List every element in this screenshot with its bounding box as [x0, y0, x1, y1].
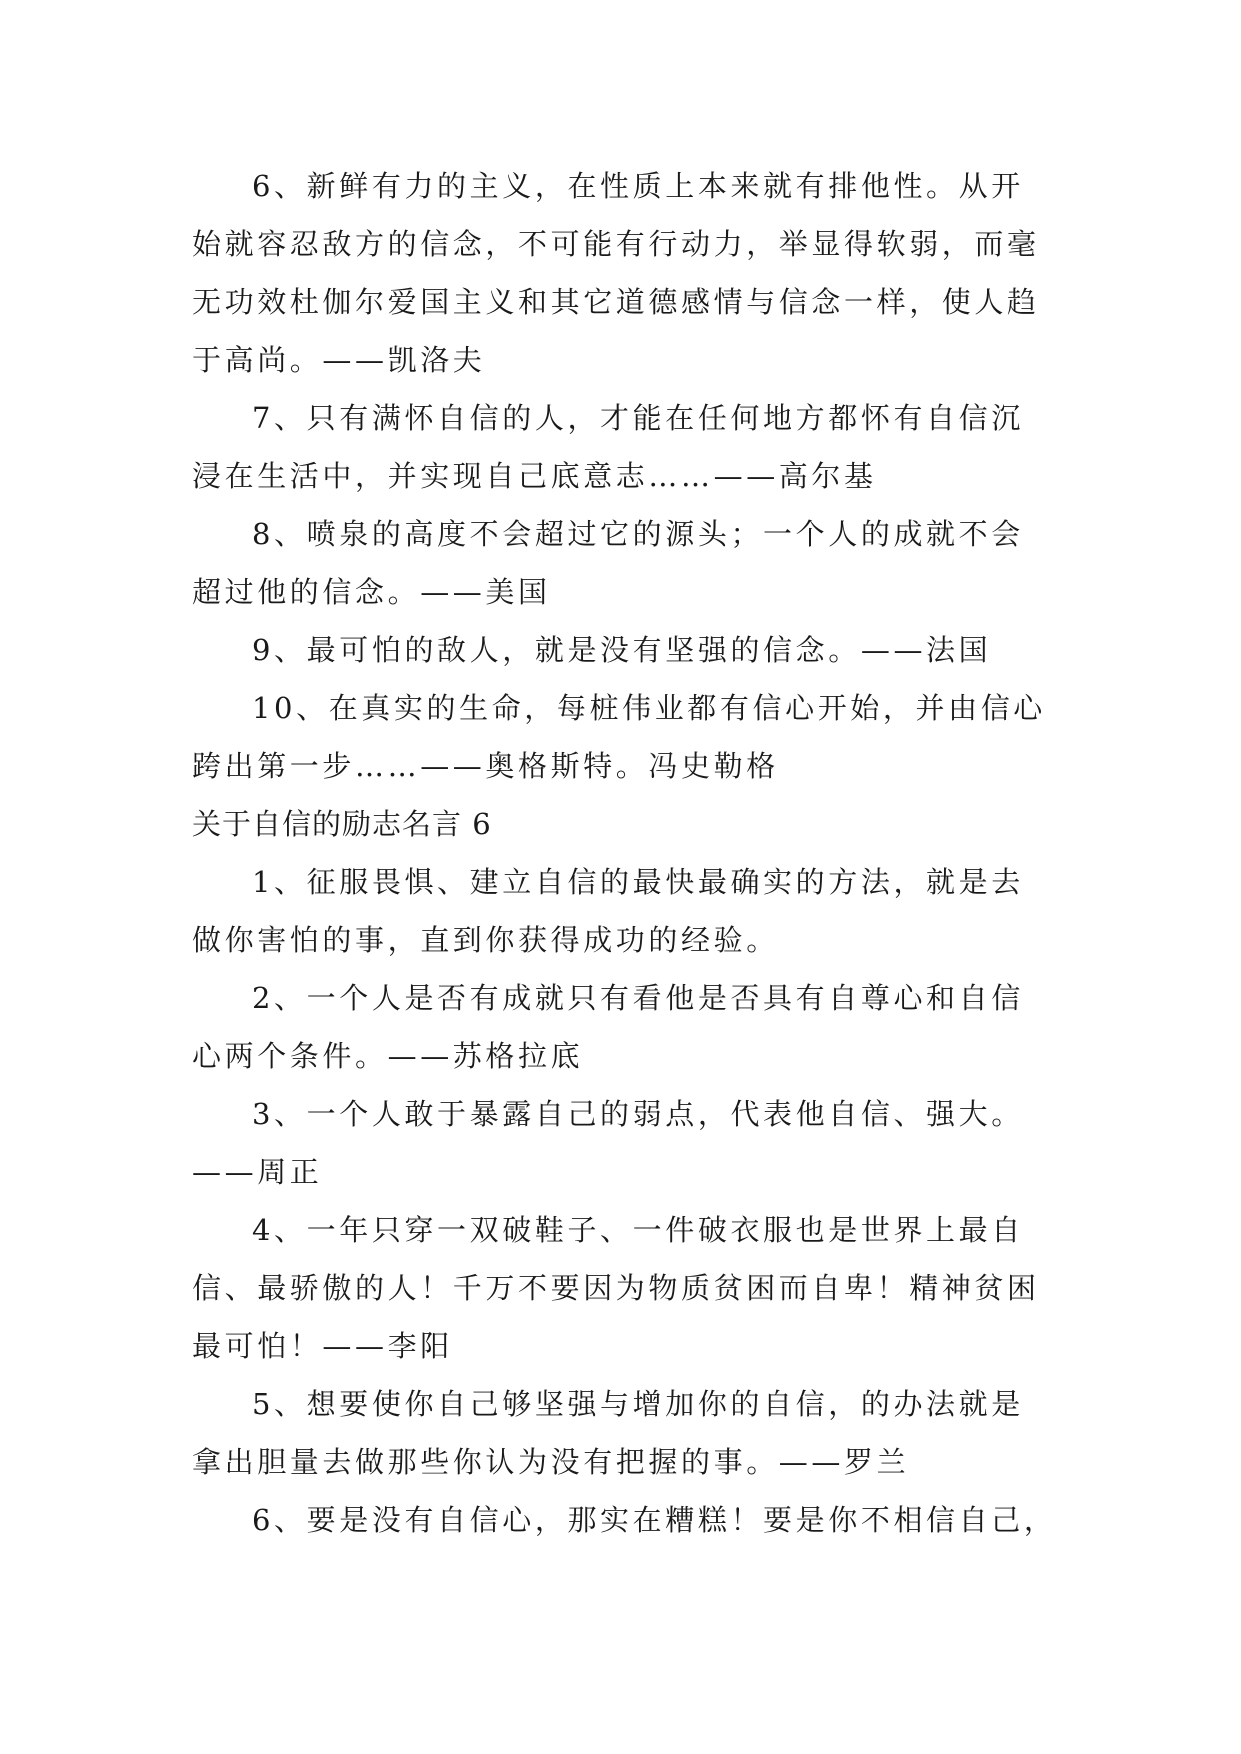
quote-7-line-1: 7、只有满怀自信的人，才能在任何地方都怀有自信沉 — [252, 401, 1024, 435]
quote-9-line-1: 9、最可怕的敌人，就是没有坚强的信念。——法国 — [252, 633, 992, 667]
s6-quote-2-line-2: 心两个条件。——苏格拉底 — [192, 1039, 584, 1073]
quote-6-line-1: 6、新鲜有力的主义，在性质上本来就有排他性。从开 — [252, 169, 1024, 203]
quote-10-line-1: 10、在真实的生命，每桩伟业都有信心开始，并由信心 — [252, 691, 1046, 725]
quote-6-line-2: 始就容忍敌方的信念，不可能有行动力，举显得软弱，而毫 — [192, 227, 1040, 261]
quote-6-line-4: 于高尚。——凯洛夫 — [192, 343, 486, 377]
s6-quote-1-line-1: 1、征服畏惧、建立自信的最快最确实的方法，就是去 — [252, 865, 1024, 899]
s6-quote-4-line-1: 4、一年只穿一双破鞋子、一件破衣服也是世界上最自 — [252, 1213, 1024, 1247]
s6-quote-4-line-2: 信、最骄傲的人！千万不要因为物质贫困而自卑！精神贫困 — [192, 1271, 1040, 1305]
quote-8-line-2: 超过他的信念。——美国 — [192, 575, 551, 609]
s6-quote-5-line-2: 拿出胆量去做那些你认为没有把握的事。——罗兰 — [192, 1445, 910, 1479]
s6-quote-5-line-1: 5、想要使你自己够坚强与增加你的自信，的办法就是 — [252, 1387, 1024, 1421]
section-heading: 关于自信的励志名言 6 — [192, 807, 492, 841]
s6-quote-4-line-3: 最可怕！——李阳 — [192, 1329, 453, 1363]
s6-quote-3-line-1: 3、一个人敢于暴露自己的弱点，代表他自信、强大。 — [252, 1097, 1024, 1131]
s6-quote-1-line-2: 做你害怕的事，直到你获得成功的经验。 — [192, 923, 779, 957]
quote-7-line-2: 浸在生活中，并实现自己底意志……——高尔基 — [192, 459, 877, 493]
s6-quote-6-line-1: 6、要是没有自信心，那实在糟糕！要是你不相信自己， — [252, 1503, 1057, 1537]
quote-8-line-1: 8、喷泉的高度不会超过它的源头；一个人的成就不会 — [252, 517, 1024, 551]
s6-quote-3-line-2: ——周正 — [192, 1155, 323, 1189]
quote-10-line-2: 跨出第一步……——奥格斯特。冯史勒格 — [192, 749, 779, 783]
s6-quote-2-line-1: 2、一个人是否有成就只有看他是否具有自尊心和自信 — [252, 981, 1024, 1015]
quote-6-line-3: 无功效杜伽尔爱国主义和其它道德感情与信念一样，使人趋 — [192, 285, 1040, 319]
